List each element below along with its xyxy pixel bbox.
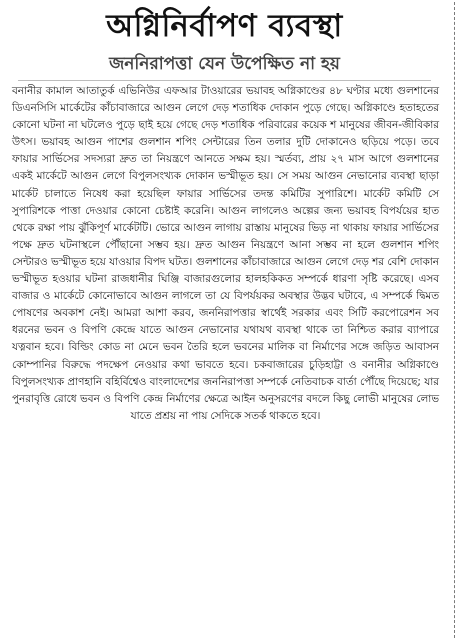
column-border — [454, 2, 455, 638]
subheadline: জননিরাপত্তা যেন উপেক্ষিত না হয় — [109, 54, 340, 74]
article-body: বনানীর কামাল আতাতুর্ক এভিনিউর এফআর টাওয়ারের ভয়াবহ অগ্নিকাণ্ডের ৪৮ ঘণ্টার মধ্যে গুলশানের ডিএনসিসি মার্কেটের কাঁচাবাজারে আগুন লেগে দেড় শতাধিক দোকান পুড়ে গেছে। অগ্নিকাণ্ডে হতাহতের কোনো ঘটনা না ঘটলেও পুড়ে ছাই হয়ে গেছে দেড় শতাধিক পরিবারের কয়েক শ মানুষের জীবন-জীবিকার উৎস। ভয়াবহ আগুন পাশের গুলশান শপিং সেন্টারের তিন তলার দুটি দোকানেও ছড়িয়ে পড়ে। তবে ফায়ার সার্ভিসের সদস্যরা দ্রুত তা নিয়ন্ত্রণে আনতে সক্ষম হয়। স্মর্তব্য, প্রায় ২৭ মাস আগে গুলশানের একই মার্কেটে আগুন লেগে বিপুলসংখ্যক দোকান ভস্মীভূত হয়। সে সময় আগুন নেভানোর ব্যবস্থা ছাড়া মার্কেট চালাতে নিষেধ করা হয়েছিল ফায়ার সার্ভিসের তদন্ত কমিটির সুপারিশে। মার্কেট কমিটি সে সুপারিশকে পাত্তা দেওয়ার কোনো চেষ্টাই করেনি। আগুন লাগলেও অল্পের জন্য ভয়াবহ বিপর্যয়ের হাত থেকে রক্ষা পায় ঝুঁকিপূর্ণ মার্কেটটি। ভোরে আগুন লাগায় রাস্তায় মানুষের ভিড় না থাকায় ফায়ার সার্ভিসের পক্ষে দ্রুত ঘটনাস্থলে পৌঁছানো সম্ভব হয়। দ্রুত আগুন নিয়ন্ত্রণে আনা সম্ভব না হলে গুলশান শপিং সেন্টারও ভস্মীভূত হয়ে যাওয়ার বিপদ ঘটত। গুলশানের কাঁচাবাজারে আগুন লেগে দেড় শর বেশি দোকান ভস্মীভূত হওয়ার ঘটনা রাজধানীর ঘিঞ্জি বাজারগুলোর হালহকিকত সম্পর্কে ধারণা সৃষ্টি করেছে। এসব বাজার ও মার্কেটে কোনোভাবে আগুন লাগলে তা যে বিপর্যয়কর অবস্থার উদ্ভব ঘটাবে, এ সম্পর্কে দ্বিমত পোষণের অবকাশ নেই। আমরা আশা করব, জননিরাপত্তার স্বার্থেই সরকার এবং সিটি করপোরেশন সব ধরনের ভবন ও বিপণি কেন্দ্রে যাতে আগুন নেভানোর যথাযথ ব্যবস্থা থাকে তা নিশ্চিত করার ব্যাপারে যত্নবান হবে। বিল্ডিং কোড না মেনে ভবন তৈরি হলে ভবনের মালিক বা নির্মাণের সঙ্গে জড়িত আবাসন কোম্পানির বিরুদ্ধে পদক্ষেপ নেওয়ার কথা ভাবতে হবে। চকবাজারের চুড়িহাট্টা ও বনানীর অগ্নিকাণ্ডে বিপুলসংখ্যক প্রাণহানি বহির্বিশ্বেও বাংলাদেশের জননিরাপত্তা সম্পর্কে নেতিবাচক বার্তা পৌঁছে দিয়েছে; যার পুনরাবৃত্তি রোধে ভবন ও বিপণি কেন্দ্র নির্মাণের ক্ষেত্রে আইন অনুসরণের বদলে কিছু লোভী মানুষের লোভ যাতে প্রশ্রয় না পায় সেদিকে সতর্ক থাকতে হবে। — [12, 85, 439, 422]
divider — [18, 80, 431, 81]
headline: অগ্নিনির্বাপণ ব্যবস্থা — [106, 8, 343, 44]
editorial-page — [4, 4, 445, 638]
